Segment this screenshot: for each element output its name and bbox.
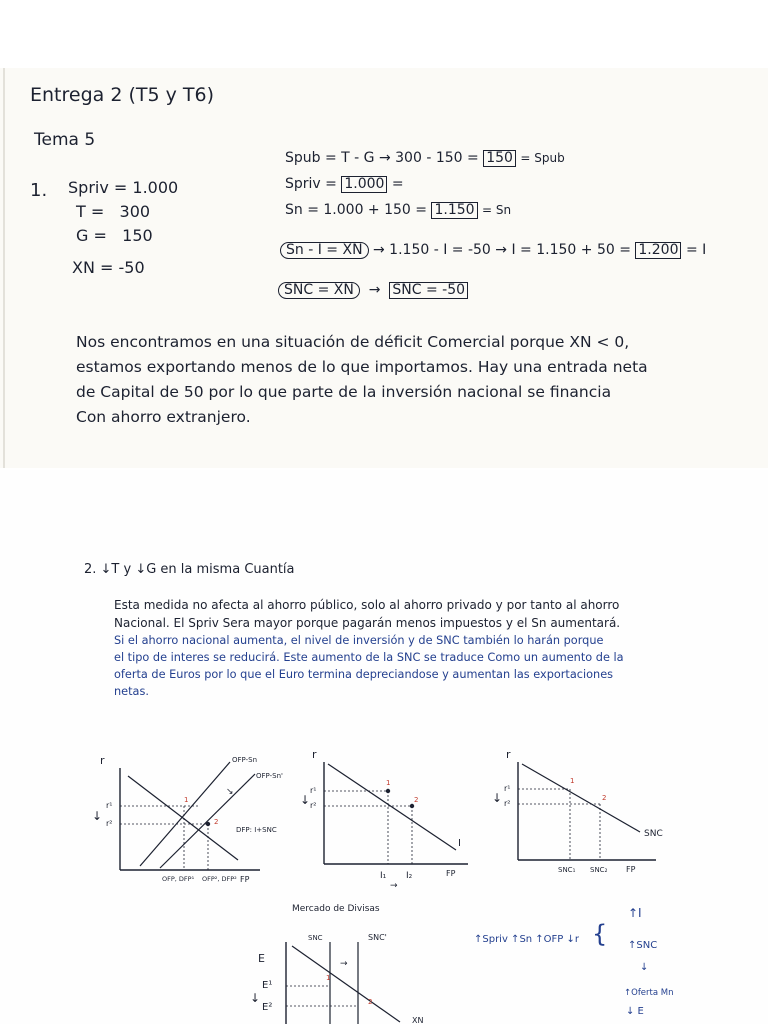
graph1-supply2-label: OFP-Sn' xyxy=(256,772,283,780)
graph4-snc2-label: SNC' xyxy=(368,933,387,942)
identity-snc-xn: SNC = XN xyxy=(278,282,360,299)
graph1-x1-label: OFP, DFP¹ xyxy=(162,875,195,883)
calc-snc: SNC = XN → SNC = -50 xyxy=(278,282,468,299)
graph3-r2-label: r² xyxy=(504,799,511,808)
graph3-curve-label: SNC xyxy=(644,829,663,839)
chain-investment-up: ↑I xyxy=(628,906,642,920)
graph1-r1-label: r¹ xyxy=(106,801,113,810)
topic-heading: Tema 5 xyxy=(34,130,96,150)
graph3-snc-curve xyxy=(522,764,640,832)
identity-sn-i-xn: Sn - I = XN xyxy=(280,242,369,259)
sn-result-box: 1.150 xyxy=(431,202,477,219)
given-g: G = 150 xyxy=(76,226,153,245)
graph1-shift-indicator: ↘ xyxy=(226,787,234,797)
item-2-heading: 2. ↓T y ↓G en la misma Cuantía xyxy=(84,562,295,577)
graph3-y-label: r xyxy=(506,748,511,761)
graph2-x-label: FP xyxy=(446,869,456,878)
graph4-xn-curve xyxy=(292,946,400,1022)
graph2-y-label: r xyxy=(312,748,317,761)
graph1-demand-label: DFP: I+SNC xyxy=(236,826,277,834)
given-xn: XN = -50 xyxy=(72,258,145,277)
chain-oferta: ↑Oferta Mn xyxy=(624,988,674,998)
page-title: Entrega 2 (T5 y T6) xyxy=(30,84,214,106)
chain-down-arrow: ↓ xyxy=(640,962,649,973)
calc-investment: Sn - I = XN → 1.150 - I = -50 → I = 1.150 + 50 = 1.200 = I xyxy=(280,242,706,259)
graph2-x1-label: I₁ xyxy=(380,871,387,881)
graph3-point2-label: 2 xyxy=(602,794,607,802)
graph-snc xyxy=(490,748,670,888)
spriv-result-box: 1.000 xyxy=(341,176,387,193)
graph-loanable-funds xyxy=(80,748,300,888)
chain-snc-up: ↑SNC xyxy=(628,940,658,951)
chain-e-down: ↓ E xyxy=(626,1006,644,1017)
graph1-x-label: FP xyxy=(240,875,250,884)
graph2-r1-label: r¹ xyxy=(310,786,317,795)
conclusion-paragraph: Nos encontramos en una situación de déficit Comercial porque XN < 0, estamos exportando menos de lo que importamos. Hay una entrada neta de Capital de 50 por lo que parte de la inversión nacional se financia Con ahorro extranjero. xyxy=(76,333,648,426)
graph2-shift-arrow: ↓ xyxy=(300,793,311,807)
graph4-e1-label: E¹ xyxy=(262,980,273,991)
calc-spub: Spub = T - G → 300 - 150 = 150 = Spub xyxy=(285,150,565,166)
graph1-y-label: r xyxy=(100,754,105,767)
graph4-point2-label: 2 xyxy=(368,998,373,1006)
item-number: 1. xyxy=(30,180,48,201)
graph1-supply1-line xyxy=(140,762,230,866)
graph1-eq-point xyxy=(206,822,210,826)
notebook-page-2 xyxy=(0,470,768,1024)
graph3-x2-label: SNC₂ xyxy=(590,866,608,874)
graph4-snc1-label: SNC xyxy=(308,934,323,942)
explanation-black: Esta medida no afecta al ahorro público, solo al ahorro privado y por tanto al ahorro Nacional. El Spriv Sera mayor porque pagarán menos impuestos y el Sn aumentará. xyxy=(114,598,621,630)
graph2-point-1 xyxy=(386,789,390,793)
graph4-curve-label: XN xyxy=(412,1016,424,1024)
graph1-r2-label: r² xyxy=(106,819,113,828)
graph4-title: Mercado de Divisas xyxy=(292,904,380,914)
graph4-shift-arrow: ↓ xyxy=(250,991,261,1005)
graph4-shift-indicator: → xyxy=(340,959,348,969)
calc-spriv: Spriv = 1.000 = xyxy=(285,176,404,192)
graph1-demand-line xyxy=(128,776,238,860)
given-spriv: Spriv = 1.000 xyxy=(68,178,179,197)
graph-forex-market xyxy=(250,922,450,1024)
graph1-point1-label: 1 xyxy=(184,796,189,804)
chain-main: ↑Spriv ↑Sn ↑OFP ↓r xyxy=(474,934,580,945)
graph1-supply1-label: OFP-Sn xyxy=(232,756,258,764)
graph2-point2-label: 2 xyxy=(414,796,419,804)
page-edge xyxy=(3,68,5,468)
graph4-e2-label: E² xyxy=(262,1002,273,1013)
graph3-point1-label: 1 xyxy=(570,777,575,785)
graph2-shift-indicator: → xyxy=(390,881,398,888)
chain-brace: { xyxy=(592,920,608,948)
graph4-y-label: E xyxy=(258,952,265,965)
graph4-point1-label: 1 xyxy=(326,974,331,982)
given-t: T = 300 xyxy=(76,202,151,221)
graph2-x2-label: I₂ xyxy=(406,871,413,881)
i-result-box: 1.200 xyxy=(635,242,681,259)
graph3-x1-label: SNC₁ xyxy=(558,866,576,874)
notebook-page-1 xyxy=(0,68,768,468)
spub-result-box: 150 xyxy=(483,150,516,167)
calc-sn: Sn = 1.000 + 150 = 1.150 = Sn xyxy=(285,202,512,218)
graph1-x2-label: OFP², DFP² xyxy=(202,875,237,883)
graph1-shift-arrow: ↓ xyxy=(92,809,103,823)
graph2-point-2 xyxy=(410,804,414,808)
graph3-x-label: FP xyxy=(626,865,636,874)
graph3-shift-arrow: ↓ xyxy=(492,791,503,805)
explanation-blue: Si el ahorro nacional aumenta, el nivel de inversión y de SNC también lo harán porque el tipo de interes se reducirá. Este aumento de la SNC se traduce Como un aumento de la oferta de Euros por lo que el Euro termina depreciandose y aumentan las exportaciones netas. xyxy=(114,634,624,698)
graph2-point1-label: 1 xyxy=(386,779,391,787)
graph2-investment-curve xyxy=(328,764,456,850)
graph2-curve-label: I xyxy=(458,838,461,849)
graph1-point2-label: 2 xyxy=(214,818,219,826)
snc-result-box: SNC = -50 xyxy=(389,282,468,299)
graph2-r2-label: r² xyxy=(310,801,317,810)
graph-investment xyxy=(300,748,480,888)
graph3-r1-label: r¹ xyxy=(504,784,511,793)
